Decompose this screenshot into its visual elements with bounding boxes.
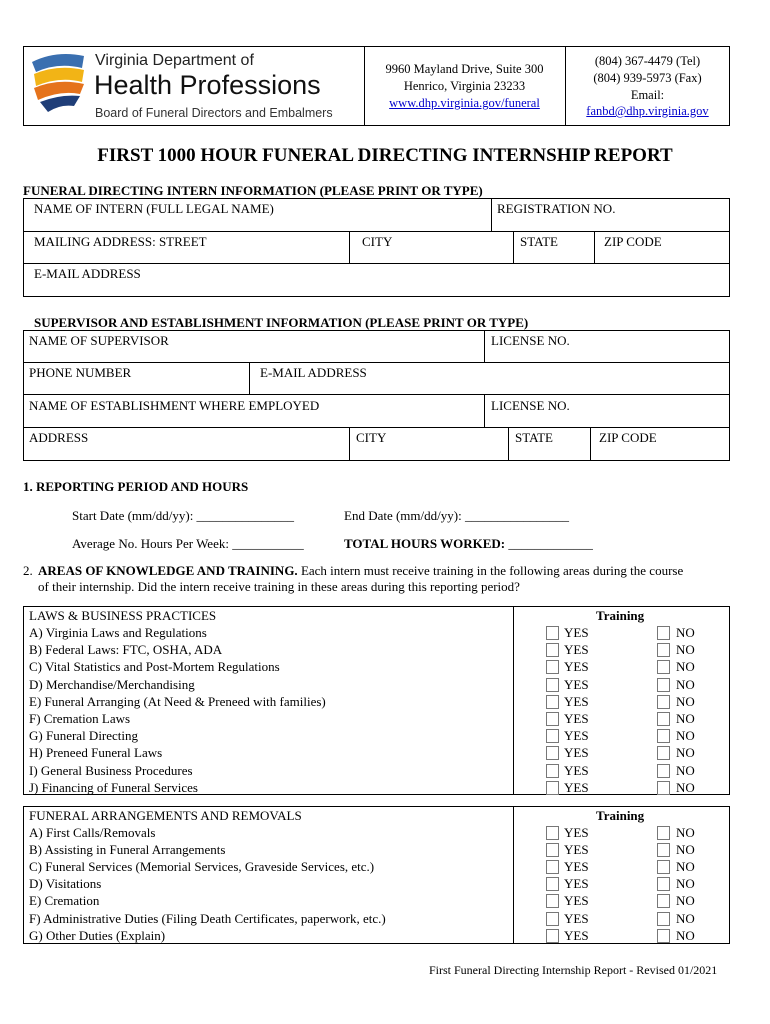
page-footer: First Funeral Directing Internship Report - Revised 01/2021 xyxy=(429,963,718,977)
logo-line3: Board of Funeral Directors and Embalmers xyxy=(95,106,333,120)
establishment-address-field[interactable]: ADDRESS xyxy=(29,430,89,445)
arrangements-yes-checkbox[interactable] xyxy=(546,894,559,908)
arrangements-no-checkbox[interactable] xyxy=(657,894,670,908)
laws-item: J) Financing of Funeral Services xyxy=(29,779,198,795)
avg-hours-field[interactable]: Average No. Hours Per Week: ___________ xyxy=(72,536,304,551)
intern-name-field[interactable]: NAME OF INTERN (FULL LEGAL NAME) xyxy=(34,201,274,216)
arrangements-yes-checkbox[interactable] xyxy=(546,843,559,857)
arrangements-item: F) Administrative Duties (Filing Death Certificates, paperwork, etc.) xyxy=(29,910,386,926)
establishment-state-field[interactable]: STATE xyxy=(515,430,553,445)
laws-no-checkbox[interactable] xyxy=(657,712,670,726)
laws-training-label: Training xyxy=(596,608,645,623)
laws-yes-checkbox[interactable] xyxy=(546,746,559,760)
arrangements-item: E) Cremation xyxy=(29,893,100,909)
laws-no-label: NO xyxy=(676,762,695,778)
laws-item: H) Preneed Funeral Laws xyxy=(29,745,163,761)
laws-item: F) Cremation Laws xyxy=(29,711,131,726)
arrangements-no-checkbox[interactable] xyxy=(657,843,670,857)
laws-no-label: NO xyxy=(676,779,695,795)
arrangements-no-checkbox[interactable] xyxy=(657,860,670,874)
dhp-logo xyxy=(28,50,88,116)
laws-no-label: NO xyxy=(676,659,695,675)
section2-heading: AREAS OF KNOWLEDGE AND TRAINING. xyxy=(38,563,298,578)
laws-yes-label: YES xyxy=(564,642,589,658)
laws-no-label: NO xyxy=(676,625,695,640)
arrangements-item: C) Funeral Services (Memorial Services, Graveside Services, etc.) xyxy=(29,859,375,875)
address-line1: 9960 Mayland Drive, Suite 300 xyxy=(385,62,544,76)
laws-item: C) Vital Statistics and Post-Mortem Regulations xyxy=(29,659,280,675)
laws-no-label: NO xyxy=(676,711,695,726)
establishment-name-field[interactable]: NAME OF ESTABLISHMENT WHERE EMPLOYED xyxy=(29,398,320,413)
arrangements-item: D) Visitations xyxy=(29,876,102,892)
arrangements-no-checkbox[interactable] xyxy=(657,877,670,891)
total-hours-blank: _____________ xyxy=(505,536,593,551)
arrangements-no-label: NO xyxy=(676,859,695,875)
laws-no-checkbox[interactable] xyxy=(657,764,670,778)
arrangements-yes-label: YES xyxy=(564,893,589,909)
email-link[interactable]: fanbd@dhp.virginia.gov xyxy=(586,104,709,118)
laws-no-checkbox[interactable] xyxy=(657,729,670,743)
section2-text2: of their internship. Did the intern receive training in these areas during this reporting period? xyxy=(38,579,520,594)
section1-heading: 1. REPORTING PERIOD AND HOURS xyxy=(23,479,249,494)
arrangements-no-checkbox[interactable] xyxy=(657,929,670,943)
total-hours-field[interactable] xyxy=(344,536,593,551)
laws-yes-checkbox[interactable] xyxy=(546,764,559,778)
laws-no-checkbox[interactable] xyxy=(657,678,670,692)
laws-yes-checkbox[interactable] xyxy=(546,678,559,692)
arrangements-no-label: NO xyxy=(676,910,695,926)
section2-text1: Each intern must receive training in the following areas during the course xyxy=(297,563,684,578)
arrangements-no-label: NO xyxy=(676,842,695,858)
arrangements-yes-label: YES xyxy=(564,859,589,875)
arrangements-item: B) Assisting in Funeral Arrangements xyxy=(29,842,226,858)
section2-intro xyxy=(38,563,683,578)
laws-yes-label: YES xyxy=(564,728,589,744)
laws-no-checkbox[interactable] xyxy=(657,695,670,709)
total-hours-label: TOTAL HOURS WORKED: xyxy=(344,536,506,551)
laws-no-label: NO xyxy=(676,642,695,658)
logo-line2: Health Professions xyxy=(94,70,321,100)
fax: (804) 939-5973 (Fax) xyxy=(593,71,702,85)
supervisor-email-field[interactable]: E-MAIL ADDRESS xyxy=(260,365,367,380)
arrangements-no-label: NO xyxy=(676,927,695,943)
intern-street-field[interactable]: MAILING ADDRESS: STREET xyxy=(34,234,207,249)
laws-no-checkbox[interactable] xyxy=(657,781,670,795)
laws-yes-checkbox[interactable] xyxy=(546,626,559,640)
arrangements-no-checkbox[interactable] xyxy=(657,826,670,840)
arrangements-yes-label: YES xyxy=(564,842,589,858)
laws-no-label: NO xyxy=(676,693,695,709)
arrangements-item: G) Other Duties (Explain) xyxy=(29,927,166,943)
establishment-zip-field[interactable]: ZIP CODE xyxy=(599,430,657,445)
laws-yes-label: YES xyxy=(564,779,589,795)
arrangements-no-label: NO xyxy=(676,825,695,840)
intern-zip-field[interactable]: ZIP CODE xyxy=(604,234,662,249)
laws-item: D) Merchandise/Merchandising xyxy=(29,676,195,692)
arrangements-training-label: Training xyxy=(596,808,645,823)
email-label: Email: xyxy=(630,88,665,102)
arrangements-yes-checkbox[interactable] xyxy=(546,826,559,840)
arrangements-no-label: NO xyxy=(676,876,695,892)
laws-no-checkbox[interactable] xyxy=(657,746,670,760)
page-title: FIRST 1000 HOUR FUNERAL DIRECTING INTERNSHIP REPORT xyxy=(97,145,673,166)
intern-city-field[interactable]: CITY xyxy=(362,234,393,249)
laws-yes-label: YES xyxy=(564,659,589,675)
supervisor-heading: SUPERVISOR AND ESTABLISHMENT INFORMATION (PLEASE PRINT OR TYPE) xyxy=(34,315,529,330)
arrangements-yes-label: YES xyxy=(564,910,589,926)
laws-item: G) Funeral Directing xyxy=(29,728,139,744)
logo-line1: Virginia Department of xyxy=(95,52,254,69)
arrangements-yes-checkbox[interactable] xyxy=(546,860,559,874)
intern-registration-field[interactable]: REGISTRATION NO. xyxy=(497,201,616,216)
laws-yes-label: YES xyxy=(564,745,589,761)
laws-yes-checkbox[interactable] xyxy=(546,660,559,674)
start-date-field[interactable]: Start Date (mm/dd/yy): _______________ xyxy=(72,508,295,523)
tel: (804) 367-4479 (Tel) xyxy=(594,54,701,68)
arrangements-yes-label: YES xyxy=(564,876,589,892)
establishment-city-field[interactable]: CITY xyxy=(356,430,387,445)
establishment-license-field[interactable]: LICENSE NO. xyxy=(491,398,570,413)
arrangements-yes-label: YES xyxy=(564,927,589,943)
laws-item: I) General Business Procedures xyxy=(29,762,193,778)
arrangements-yes-checkbox[interactable] xyxy=(546,929,559,943)
arrangements-yes-checkbox[interactable] xyxy=(546,877,559,891)
laws-item: B) Federal Laws: FTC, OSHA, ADA xyxy=(29,642,223,658)
laws-yes-label: YES xyxy=(564,693,589,709)
arrangements-item: A) First Calls/Removals xyxy=(29,825,156,840)
laws-no-label: NO xyxy=(676,745,695,761)
laws-yes-label: YES xyxy=(564,625,589,640)
laws-no-label: NO xyxy=(676,728,695,744)
laws-yes-checkbox[interactable] xyxy=(546,781,559,795)
laws-no-label: NO xyxy=(676,676,695,692)
arrangements-no-label: NO xyxy=(676,893,695,909)
supervisor-phone-field[interactable]: PHONE NUMBER xyxy=(29,365,132,380)
website-link[interactable]: www.dhp.virginia.gov/funeral xyxy=(389,96,540,110)
laws-yes-checkbox[interactable] xyxy=(546,695,559,709)
laws-no-checkbox[interactable] xyxy=(657,660,670,674)
laws-yes-checkbox[interactable] xyxy=(546,729,559,743)
laws-yes-label: YES xyxy=(564,711,589,726)
laws-yes-label: YES xyxy=(564,762,589,778)
supervisor-name-field[interactable]: NAME OF SUPERVISOR xyxy=(29,333,169,348)
laws-item: E) Funeral Arranging (At Need & Preneed with families) xyxy=(29,693,326,709)
arrangements-yes-label: YES xyxy=(564,825,589,840)
laws-yes-checkbox[interactable] xyxy=(546,712,559,726)
supervisor-license-field[interactable]: LICENSE NO. xyxy=(491,333,570,348)
laws-item: A) Virginia Laws and Regulations xyxy=(29,625,207,640)
arrangements-yes-checkbox[interactable] xyxy=(546,912,559,926)
laws-yes-checkbox[interactable] xyxy=(546,643,559,657)
end-date-field[interactable]: End Date (mm/dd/yy): ________________ xyxy=(344,508,569,523)
arrangements-heading: FUNERAL ARRANGEMENTS AND REMOVALS xyxy=(29,808,302,823)
address-line2: Henrico, Virginia 23233 xyxy=(403,79,526,93)
intern-email-field[interactable]: E-MAIL ADDRESS xyxy=(34,266,141,281)
section2-number: 2. xyxy=(23,563,33,578)
laws-no-checkbox[interactable] xyxy=(657,643,670,657)
laws-no-checkbox[interactable] xyxy=(657,626,670,640)
intern-state-field[interactable]: STATE xyxy=(520,234,558,249)
intern-heading: FUNERAL DIRECTING INTERN INFORMATION (PLEASE PRINT OR TYPE) xyxy=(23,183,483,198)
laws-yes-label: YES xyxy=(564,676,589,692)
laws-heading: LAWS & BUSINESS PRACTICES xyxy=(29,608,217,623)
arrangements-no-checkbox[interactable] xyxy=(657,912,670,926)
